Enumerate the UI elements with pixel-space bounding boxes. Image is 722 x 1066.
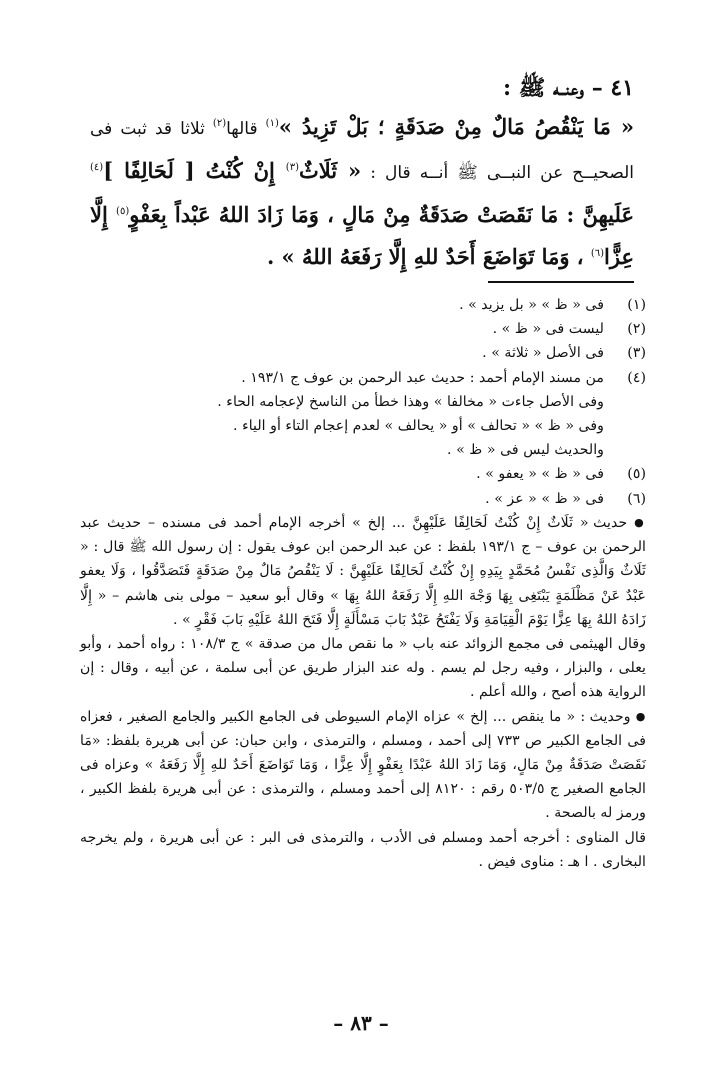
hadith-quote-1: « مَا يَنْقُصُ مَالٌ مِنْ صَدَقَةٍ ؛ بَلْ تَزِيدُ »	[278, 114, 634, 139]
bullet-icon: ●	[634, 515, 646, 529]
commentary-text: وحديث : « ما ينقص ... إلخ » عزاه الإمام السيوطى فى الجامع الكبير والجامع الصغير ، فعزاه فى الجامع الكبير ص ٧٣٣ إلى أحمد ، ومسلم ، والترمذى ، وابن حبان: عن أبى هريرة بلفظ: «مَا نَقَصَتْ صَدَقَةٌ مِنْ مَالٍ، وَمَا زَادَ اللهُ عَبْدًا بِعَفْوٍ إِلَّا عِزًّا ، وَمَا تَوَاضَعَ أَحَدٌ للهِ إِلَّا رَفَعَهُ » وعزاه فى الجامع الصغير ج ٥٠٣/٥ رقم : ٨١٢٠ إلى أحمد ومسلم ، والترمذى : عن أبى هريرة بلفظ الكبير ، ورمز له بالصحة .	[80, 708, 646, 822]
footnotes-section	[80, 293, 646, 874]
footnote-3	[80, 341, 646, 365]
footnote-ref-1: (١)	[265, 118, 279, 130]
footnote-number: (١)	[627, 297, 646, 313]
hadith-quote-3: إِنْ كُنْتُ [ لَحَالِفًا ]	[103, 158, 286, 183]
commentary-paragraph-1	[80, 511, 646, 632]
footnote-text: من مسند الإمام أحمد : حديث عبد الرحمن بن عوف ج ١٩٣/١ .	[241, 369, 604, 386]
hadith-quote-6: ، وَمَا تَوَاضَعَ أَحَدٌ للهِ إِلَّا رَفَعَهُ اللهُ » .	[266, 244, 591, 269]
footnote-ref-3: (٣)	[285, 162, 299, 174]
hadith-block	[90, 70, 634, 278]
footnote-ref-5: (٥)	[116, 206, 130, 218]
hadith-heading: ٤١ – وعنــه ﷺ :	[502, 75, 634, 101]
footnote-number: (٥)	[627, 466, 646, 483]
footnote-number: (٤)	[627, 369, 646, 386]
footnote-4-detail-2: وفى « ظ » « تحالف » أو « يحالف » لعدم إعجام التاء أو الياء .	[233, 418, 604, 435]
footnote-number: (٢)	[627, 321, 646, 338]
footnote-4-detail-3: والحديث ليس فى « ظ » .	[447, 442, 604, 459]
footnote-5	[80, 462, 646, 486]
footnote-text: فى « ظ » « عز » .	[485, 490, 604, 507]
footnote-text: فى الأصل « ثلاثة » .	[482, 345, 604, 362]
footnote-number: (٣)	[627, 345, 646, 362]
footnote-4	[80, 366, 646, 390]
footnote-ref-2: (٢)	[212, 118, 227, 130]
hadith-quote-5: إِلَّا عِزًّا	[90, 202, 634, 269]
footnote-6	[80, 487, 646, 511]
commentary-text: حديث « ثَلَاثٌ إِنْ كُنْتُ لَحَالِفًا عَلَيْهِنَّ ... إلخ » أخرجه الإمام أحمد فى مسنده – حديث عبد الرحمن بن عوف – ج ١٩٣/١ بلفظ : عن عبد الرحمن ابن عوف يقول : إن رسول الله ﷺ قال : « ثَلَاثٌ وَالَّذِى نَفْسُ مُحَمَّدٍ بِيَدِهِ إِنْ كُنْتُ لَحَالِفًا عَلَيْهِنَّ : لَا يَنْقُصُ مَالٌ مِنْ صَدَقَةٍ فَتَصَدَّقُوا ، وَلَا يعفو عَبْدٌ عَنْ مَظْلَمَةٍ يَبْتَغِى بِهَا وَجْهَ اللهِ إِلَّا رَفَعَهُ اللهُ بِهَا » وقال أبو سعيد – مولى بنى هاشم – « إِلَّا زَادَهُ اللهُ بِهَا عِزًّا يَوْمَ الْقِيَامَةِ وَلَا يَفْتَحُ عَبْدٌ بَابَ مَسْأَلَةٍ إِلَّا فَتَحَ اللهُ عَلَيْهِ بَابَ فَقْرٍ » .	[80, 514, 646, 628]
footnote-ref-6: (٦)	[590, 248, 605, 260]
hadith-text	[90, 106, 634, 278]
footnote-divider	[488, 281, 634, 283]
hadith-quote-4: عَلَيهِنَّ : مَا نَقَصَتْ صَدَقَةٌ مِنْ مَالٍ ، وَمَا زَادَ اللهُ عَبْداً بِعَفْوٍ	[129, 202, 634, 227]
hadith-narration-2: ثلاثا قد ثبت فى الصحيــح عن النبــى ﷺ أنــه قال :	[90, 119, 634, 183]
footnote-4-detail-1: وفى الأصل جاءت « مخالفا » وهذا خطأ من الناسخ لإعجامه الحاء .	[217, 393, 604, 410]
footnote-text: فى « ظ » « يعفو » .	[476, 466, 604, 483]
bullet-icon: ●	[635, 709, 646, 723]
page-number: – ٨٣ –	[333, 1011, 389, 1035]
commentary-paragraph-3	[80, 705, 646, 826]
commentary-paragraph-2: وقال الهيثمى فى مجمع الزوائد عنه باب « ما نقص مال من صدقة » ج ١٠٨/٣ : رواه أحمد ، وأبو يعلى ، والبزار ، وفيه رجل لم يسم . وله عند البزار طريق عن أبى سلمة ، عن أبيه ، وقال : إن الرواية هذه أصح ، والله أعلم .	[80, 635, 646, 701]
hadith-quote-2: « ثَلَاثٌ	[298, 158, 362, 183]
footnote-2	[80, 317, 646, 341]
footnote-ref-4: (٤)	[90, 162, 104, 174]
hadith-narration-1: قالها	[226, 119, 266, 139]
footnote-text: ليست فى « ظ » .	[492, 321, 604, 338]
footnote-text: فى « ظ » « بل يزيد » .	[459, 297, 604, 313]
footnote-1	[80, 293, 646, 317]
footnote-number: (٦)	[627, 490, 646, 507]
commentary-paragraph-4: قال المناوى : أخرجه أحمد ومسلم فى الأدب ، والترمذى فى البر : عن أبى هريرة ، ولم يخرجه البخارى . ا هـ : مناوى فيض .	[80, 829, 646, 870]
